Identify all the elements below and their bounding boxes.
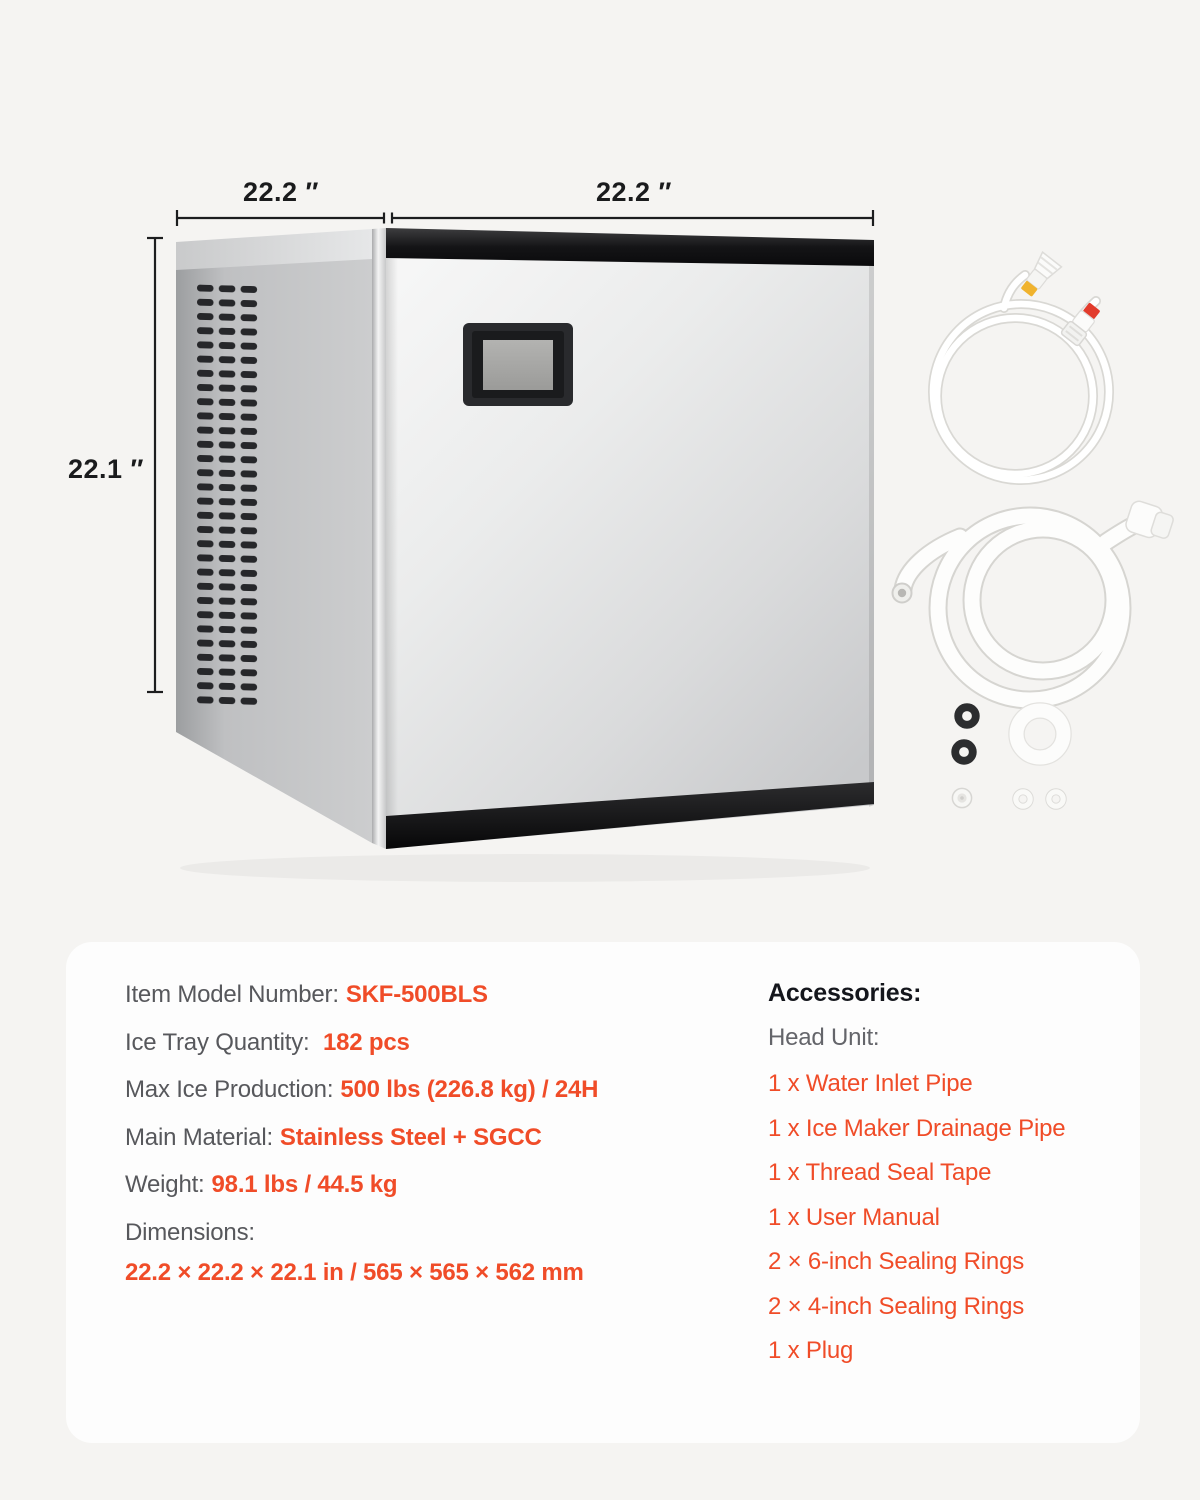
accessory-item-plug: 1 x Plug (768, 1337, 854, 1364)
accessory-item-seal-tape: 1 x Thread Seal Tape (768, 1159, 992, 1186)
accessory-item-6inch-rings: 2 × 6-inch Sealing Rings (768, 1248, 1025, 1275)
sealing-rings-image (952, 707, 1063, 807)
spec-row-weight (125, 1172, 598, 1197)
accessories-column (768, 980, 1065, 1383)
spec-label: Weight: (125, 1171, 205, 1198)
spec-value: 22.2 × 22.2 × 22.1 in / 565 × 565 × 562 mm (125, 1259, 584, 1286)
machine-front-left-shade (386, 228, 398, 849)
spec-row-dimensions-value (125, 1260, 598, 1285)
spec-value: 182 pcs (316, 1028, 410, 1056)
spec-row-material (125, 1125, 598, 1150)
white-sealing-ring (1049, 792, 1063, 806)
display-screen (483, 340, 553, 390)
black-sealing-ring (955, 743, 973, 761)
spec-label: Dimensions: (125, 1218, 255, 1246)
accessory-item-user-manual: 1 x User Manual (768, 1203, 940, 1231)
machine-front-right-shade (869, 240, 874, 807)
spec-row-max-production (125, 1077, 598, 1102)
spec-row-model (125, 982, 598, 1007)
accessories-heading: Accessories: (768, 979, 922, 1007)
spec-row-tray-quantity (125, 1030, 598, 1055)
water-inlet-pipe-image (933, 252, 1109, 480)
drainage-pipe-image (893, 499, 1176, 700)
spec-value: SKF-500BLS (345, 981, 488, 1008)
machine-corner-edge (372, 228, 386, 849)
machine-display (463, 323, 573, 406)
spec-card (66, 942, 1140, 1443)
accessory-item-inlet-pipe: 1 x Water Inlet Pipe (768, 1070, 973, 1097)
accessory-item-drainage-pipe: 1 x Ice Maker Drainage Pipe (768, 1114, 1066, 1142)
machine-front-panel (386, 228, 874, 849)
spec-label: Ice Tray Quantity: (125, 1028, 310, 1056)
white-sealing-ring (1016, 792, 1030, 806)
dim-label-width: 22.2 ″ (596, 177, 672, 207)
ice-maker-image (176, 228, 874, 849)
plug-tip (960, 796, 964, 800)
black-sealing-ring (958, 707, 976, 725)
dim-label-depth: 22.2 ″ (243, 177, 319, 207)
spec-row-dimensions (125, 1220, 598, 1245)
machine-side-vents (197, 285, 259, 711)
dim-label-height: 22.1 ″ (68, 454, 144, 484)
spec-label: Max Ice Production: (125, 1076, 334, 1103)
spec-value: Stainless Steel + SGCC (279, 1123, 542, 1151)
spec-label: Item Model Number: (125, 981, 339, 1008)
spec-value: 500 lbs (226.8 kg) / 24H (340, 1076, 599, 1103)
spec-column (125, 982, 598, 1308)
machine-shadow (180, 854, 870, 882)
spec-value: 98.1 lbs / 44.5 kg (211, 1171, 398, 1198)
spec-label: Main Material: (125, 1123, 273, 1151)
drainage-pipe-hole (898, 589, 906, 597)
accessory-item-4inch-rings: 2 × 4-inch Sealing Rings (768, 1292, 1025, 1320)
accessories-subheading: Head Unit: (768, 1024, 880, 1051)
